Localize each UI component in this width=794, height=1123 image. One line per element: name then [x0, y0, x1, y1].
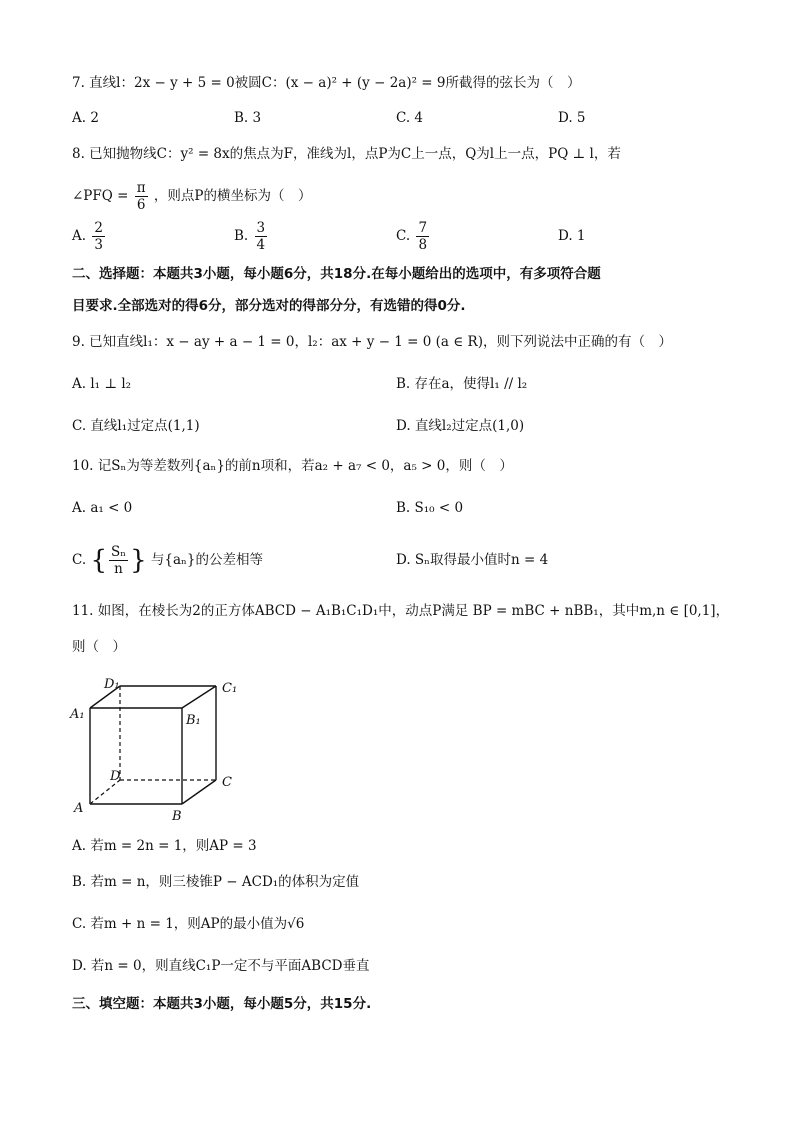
- q7-option-b: B. 3: [234, 110, 262, 126]
- q10-option-c-fraction: [109, 544, 128, 577]
- q7-stem: 7. 直线l：2x − y + 5 = 0被圆C：(x − a)² + (y − 2a)² = 9所截得的弦长为（ ）: [72, 75, 581, 91]
- q8-option-c-label: C.: [396, 228, 411, 244]
- q8-option-b-fraction: [255, 220, 268, 253]
- q9-option-b: B. 存在a，使得l₁ // l₂: [396, 376, 528, 392]
- q10-stem: 10. 记Sₙ为等差数列{aₙ}的前n项和，若a₂ + a₇ < 0，a₅ > 0，则（ ）: [72, 458, 513, 474]
- q7-option-a: A. 2: [72, 110, 99, 126]
- q8-option-a-numerator: 2: [94, 220, 103, 236]
- label-d1: D₁: [104, 677, 120, 692]
- q11-stem-line2: 则（ ）: [72, 639, 126, 655]
- q8-option-a-fraction: [92, 220, 105, 253]
- q8-option-c: [396, 218, 431, 254]
- label-a1: A₁: [70, 707, 85, 722]
- q11-option-a: A. 若m = 2n = 1，则AP = 3: [72, 838, 257, 854]
- q10-option-c-brace-left: {: [90, 545, 107, 576]
- q10-option-c-denominator: n: [114, 561, 123, 577]
- label-b: B: [172, 809, 182, 822]
- q8-option-c-fraction: [416, 220, 429, 253]
- q10-option-b: B. S₁₀ < 0: [396, 500, 464, 516]
- q8-option-a-label: A.: [72, 228, 87, 244]
- q11-option-d: D. 若n = 0，则直线C₁P一定不与平面ABCD垂直: [72, 958, 370, 974]
- q9-option-d: D. 直线l₂过定点(1,0): [396, 418, 525, 434]
- q8-angle-fraction: [135, 180, 148, 213]
- label-d: D: [110, 769, 121, 784]
- section3-heading: 三、填空题：本题共3小题，每小题5分，共15分.: [72, 996, 372, 1012]
- q8-stem-line2: [72, 178, 312, 214]
- q9-option-a: A. l₁ ⊥ l₂: [72, 376, 132, 392]
- q8-option-b-denominator: 4: [256, 237, 266, 253]
- q10-option-c-numerator: Sₙ: [110, 544, 127, 560]
- label-c1: C₁: [222, 681, 238, 696]
- q11-option-b: B. 若m = n，则三棱锥P − ACD₁的体积为定值: [72, 874, 360, 890]
- q8-stem-line1: 8. 已知抛物线C：y² = 8x的焦点为F，准线为l，点P为C上一点，Q为l上一点，PQ ⊥ l，若: [72, 146, 621, 162]
- q7-option-c: C. 4: [396, 110, 424, 126]
- edge-b1c1: [182, 686, 216, 708]
- section2-heading-line1: 二、选择题：本题共3小题，每小题6分，共18分.在每小题给出的选项中，有多项符合题: [72, 266, 601, 282]
- q10-option-d: D. Sₙ取得最小值时n = 4: [396, 552, 549, 568]
- q8-option-c-denominator: 8: [418, 237, 428, 253]
- q10-option-c-brace-right: }: [130, 545, 147, 576]
- q10-option-c-label: C.: [72, 552, 87, 568]
- q8-option-a-denominator: 3: [94, 237, 103, 253]
- q8-angle-denominator: 6: [136, 197, 146, 213]
- q8-option-b-label: B.: [234, 228, 249, 244]
- label-c: C: [222, 775, 232, 790]
- q10-option-c: [72, 540, 263, 581]
- cube-figure: [66, 672, 256, 822]
- section2-heading-line2: 目要求.全部选对的得6分，部分选对的得部分分，有选错的得0分.: [72, 298, 466, 314]
- q11-option-c: C. 若m + n = 1，则AP的最小值为√6: [72, 916, 305, 932]
- label-b1: B₁: [186, 713, 201, 728]
- q10-option-c-suffix: 与{aₙ}的公差相等: [150, 552, 263, 568]
- q8-option-d: D. 1: [558, 228, 586, 244]
- label-a: A: [74, 801, 84, 816]
- q8-option-b-numerator: 3: [256, 220, 266, 236]
- q10-option-a: A. a₁ < 0: [72, 500, 133, 516]
- q8-option-b: [234, 218, 269, 254]
- edge-bc: [182, 780, 216, 804]
- q8-angle-numerator: π: [136, 180, 146, 196]
- q7-option-d: D. 5: [558, 110, 586, 126]
- q8-option-a: [72, 218, 107, 254]
- q8-option-c-numerator: 7: [418, 220, 428, 236]
- q8-angle-text: ∠PFQ =: [72, 188, 129, 204]
- q8-stem-suffix: ，则点P的横坐标为（ ）: [153, 188, 312, 204]
- q9-stem: 9. 已知直线l₁：x − ay + a − 1 = 0，l₂：ax + y − 1 = 0 (a ∈ R)，则下列说法中正确的有（ ）: [72, 334, 672, 350]
- q11-stem-line1: 11. 如图，在棱长为2的正方体ABCD − A₁B₁C₁D₁中，动点P满足 BP = mBC + nBB₁，其中m,n ∈ [0,1]，: [72, 603, 730, 619]
- q9-option-c: C. 直线l₁过定点(1,1): [72, 418, 200, 434]
